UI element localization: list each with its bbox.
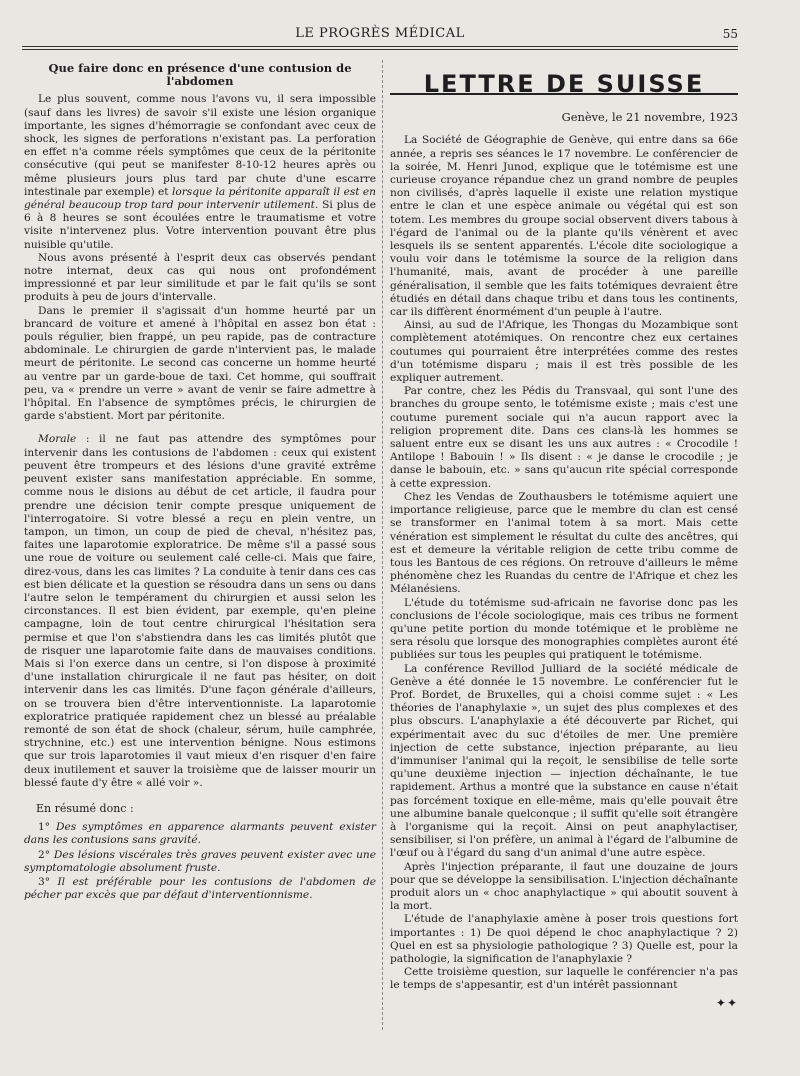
header-rule	[22, 46, 738, 50]
paragraph: Après l'injection préparante, il faut une douzaine de jours pour que se développe la sensibilisation. L'injection déchaînante produit alors un « choc anaphylactique » qui aboutit souvent à la mort.	[390, 860, 738, 913]
summary-num: 3°	[38, 875, 51, 888]
page-header	[22, 26, 738, 44]
paragraph-text: Le plus souvent, comme nous l'avons vu, il sera impossible (sauf dans les livres) de savoir s'il existe une lésion organique importante, les signes d'hémorragie se confondant avec ceux de shock, les signes de perforations n'existant pas. La perforation en effet n'a comme réels symptômes que ceux de la péritonite consécutive (qui peut se manifester 8-10-12 heures après ou même plusieurs jours plus tard par chute d'une escarre intestinale par exemple) et	[24, 93, 376, 198]
italic-phrase: lorsque la péritonite apparaît il est en général beaucoup trop tard pour intervenir utilement.	[24, 185, 377, 212]
paragraph: Par contre, chez les Pédis du Transvaal, qui sont l'une des branches du groupe sento, le totémisme existe ; mais c'est une coutume purement sociale qui n'a aucun rapport avec la religion proprement dite. Dans ces clans-là les hommes se saluent entre eux se disant les uns aux autres : « Crocodile ! Antilope ! Babouin ! » Ils disent : « je danse le crocodile ; je danse le babouin, etc. » sans qu'aucun rite spécial corresponde à cette expression.	[390, 385, 738, 490]
morale-paragraph	[24, 433, 376, 789]
column-divider	[382, 60, 383, 1030]
dateline: Genève, le 21 novembre, 1923	[561, 110, 738, 125]
paragraph-text: Si plus de 6 à 8 heures se sont écoulées entre le traumatisme et votre visite n'intervenez plus. Votre intervention pouvant être plus nuisible qu'utile.	[24, 199, 376, 251]
page-number: 55	[722, 27, 738, 41]
summary-list	[24, 821, 376, 902]
end-ornament: ✦✦	[715, 995, 738, 1010]
paragraph	[24, 93, 376, 251]
right-column	[390, 58, 738, 1010]
summary-title: En résumé donc :	[36, 801, 134, 815]
summary-item	[24, 849, 376, 875]
paragraph: L'étude du totémisme sud-africain ne favorise donc pas les conclusions de l'école sociologique, mais ces tribus ne forment qu'une petite portion du monde totémique et le problème ne sera résolu que lorsque des monographies complètes auront été publiées sur tous les peuples qui pratiquent le totémisme.	[390, 596, 738, 662]
paragraph: Cette troisième question, sur laquelle le conférencier n'a pas le temps de s'appesantir, est d'un intérêt passionnant	[390, 966, 738, 992]
section-title: Que faire donc en présence d'une contusion de l'abdomen	[48, 61, 352, 89]
summary-item	[24, 821, 376, 847]
summary-text: Des symptômes en apparence alarmants peuvent exister dans les contusions sans gravité.	[24, 821, 376, 847]
paragraph: Nous avons présenté à l'esprit deux cas observés pendant notre internat, deux cas qui nous ont profondément impressionné et par leur similitude et par le fait qu'ils se sont produits à peu de jours d'intervalle.	[24, 251, 376, 304]
summary-text: Des lésions viscérales très graves peuvent exister avec une symptomatologie absolument fruste.	[24, 848, 376, 874]
summary-item	[24, 876, 376, 902]
paragraph: L'étude de l'anaphylaxie amène à poser trois questions fort importantes : 1) De quoi dépend le choc anaphylactique ? 2) Quel en est sa physiologie pathologique ? 3) Quelle est, pour la pathologie, la signification de l'anaphylaxie ?	[390, 913, 738, 965]
paragraph: La Société de Géographie de Genève, qui entre dans sa 66e année, a repris ses séances le 17 novembre. Le conférencier de la soirée, M. Henri Junod, explique que le totémisme est une curieuse croyance répandue chez un grand nombre de peuples non civilisés, d'après laquelle il existe une relation mystique entre le clan et une espèce animale ou végétal qui est son totem. Les membres du groupe social observent divers tabous à l'égard de l'animal ou de la plante qu'ils vénèrent et avec lesquels ils se sentent apparentés. L'école dite sociologique a voulu voir dans le totémisme la source de la religion dans l'humanité, mais, avant de procéder à une pareille généralisation, il semble que les faits totémiques devraient être étudiés en détail dans chaque tribu et dans tous les continents, car ils diffèrent énormément d'un peuple à l'autre.	[390, 134, 738, 319]
summary-num: 2°	[38, 848, 51, 861]
paragraph: Ainsi, au sud de l'Afrique, les Thongas du Mozambique sont complètement atotémiques. On rencontre chez eux certaines coutumes qui pourraient être interprétées comme des restes d'un totémisme disparu ; mais il est très possible de les expliquer autrement.	[390, 319, 738, 385]
morale-text: : il ne faut pas attendre des symptômes pour intervenir dans les contusions de l'abdomen : ceux qui existent peuvent être trompeurs et des lésions d'une gravité extrême peuvent exister sans manifestation appréciable. En somme, comme nous le disions au début de cet article, il faudra pour prendre une décision tenir compte presque uniquement de l'interrogatoire. Si votre blessé a reçu en plein ventre, un tampon, un timon, un coup de pied de cheval, n'hésitez pas, faites une laparotomie exploratrice. De même s'il a passé sous une roue de voiture ou seulement calé celle-ci. Mais que faire, direz-vous, dans les cas limites ? La conduite à tenir dans ces cas est bien délicate et la question se résoudra dans un sens ou dans l'autre selon le tempérament du chirurgien et aussi selon les circonstances. Il est bien évident, par exemple, qu'en pleine campagne, loin de tout centre chirurgical l'hésitation sera permise et que l'on s'abstiendra dans les cas limités plutôt que de risquer une laparotomie faite dans de mauvaises conditions. Mais si l'on exerce dans un centre, si l'on dispose à proximité d'une installation chirurgicale il ne faut pas hésiter, on doit intervenir dans les cas limités. D'une façon générale d'ailleurs, on se trouvera bien d'être interventionniste. La laparotomie exploratrice pratiquée rapidement chez un blessé au préalable remonté de son état de shock (chaleur, sérum, huile camphrée, strychnine, etc.) est une intervention bénigne. Nous estimons que sur trois laparotomies il vaut mieux d'en risquer d'en faire deux inutilement et sauver la troisième que de laisser mourir un blessé faute d'y être « allé voir ».	[24, 433, 377, 789]
paragraph: Chez les Vendas de Zouthausbers le totémisme aquiert une importance religieuse, parce que le membre du clan est censé se transformer en l'animal totem à sa mort. Mais cette vénération est simplement le résultat du culte des ancêtres, qui est et demeure la véritable religion de cette tribu comme de tous les Bantous de ces régions. On retrouve d'ailleurs le même phénomène chez les Ruandas du centre de l'Afrique et chez les Mélanésiens.	[390, 490, 738, 596]
summary-text: Il est préférable pour les contusions de l'abdomen de pécher par excès que par défaut d'interventionnisme.	[24, 875, 377, 902]
left-column	[24, 58, 376, 903]
journal-title: LE PROGRÈS MÉDICAL	[295, 26, 465, 41]
paragraph: Dans le premier il s'agissait d'un homme heurté par un brancard de voiture et amené à l'hôpital en assez bon état : pouls régulier, bien frappé, un peu rapide, pas de contracture abdominale. Le chirurgien de garde n'intervient pas, le malade meurt de péritonite. Le second cas concerne un homme heurté au ventre par un garde-boue de taxi. Cet homme, qui souffrait peu, va « prendre un verre » avant de venir se faire admettre à l'hôpital. En l'absence de symptômes précis, le chirurgien de garde s'abstient. Mort par péritonite.	[24, 304, 376, 423]
paragraph: La conférence Revillod Julliard de la société médicale de Genève a été donnée le 15 novembre. Le conférencier fut le Prof. Bordet, de Bruxelles, qui a choisi comme sujet : « Les théories de l'anaphylaxie », un sujet des plus complexes et des plus obscurs. L'anaphylaxie a été découverte par Richet, qui expérimentait avec du suc d'étoiles de mer. Une première injection de cette substance, injection préparante, au lieu d'immuniser l'animal qui la reçoit, le sensibilise de telle sorte qu'une deuxième injection — injection déchaînante, le tue rapidement. Arthus a montré que la substance en cause n'était pas forcément toxique en elle-même, mais qu'elle pouvait être une albumine banale quelconque ; il suffit qu'elle soit étrangère à l'organisme qui la reçoit. Ainsi on peut anaphylactiser, sensibiliser, si l'on préfère, un animal à l'égard de l'albumine de l'œuf ou à l'égard du sang d'un animal d'une autre espèce.	[390, 662, 738, 860]
morale-label: Morale	[38, 433, 77, 446]
summary-num: 1°	[38, 821, 51, 834]
letter-title: LETTRE DE SUISSE	[390, 78, 738, 95]
